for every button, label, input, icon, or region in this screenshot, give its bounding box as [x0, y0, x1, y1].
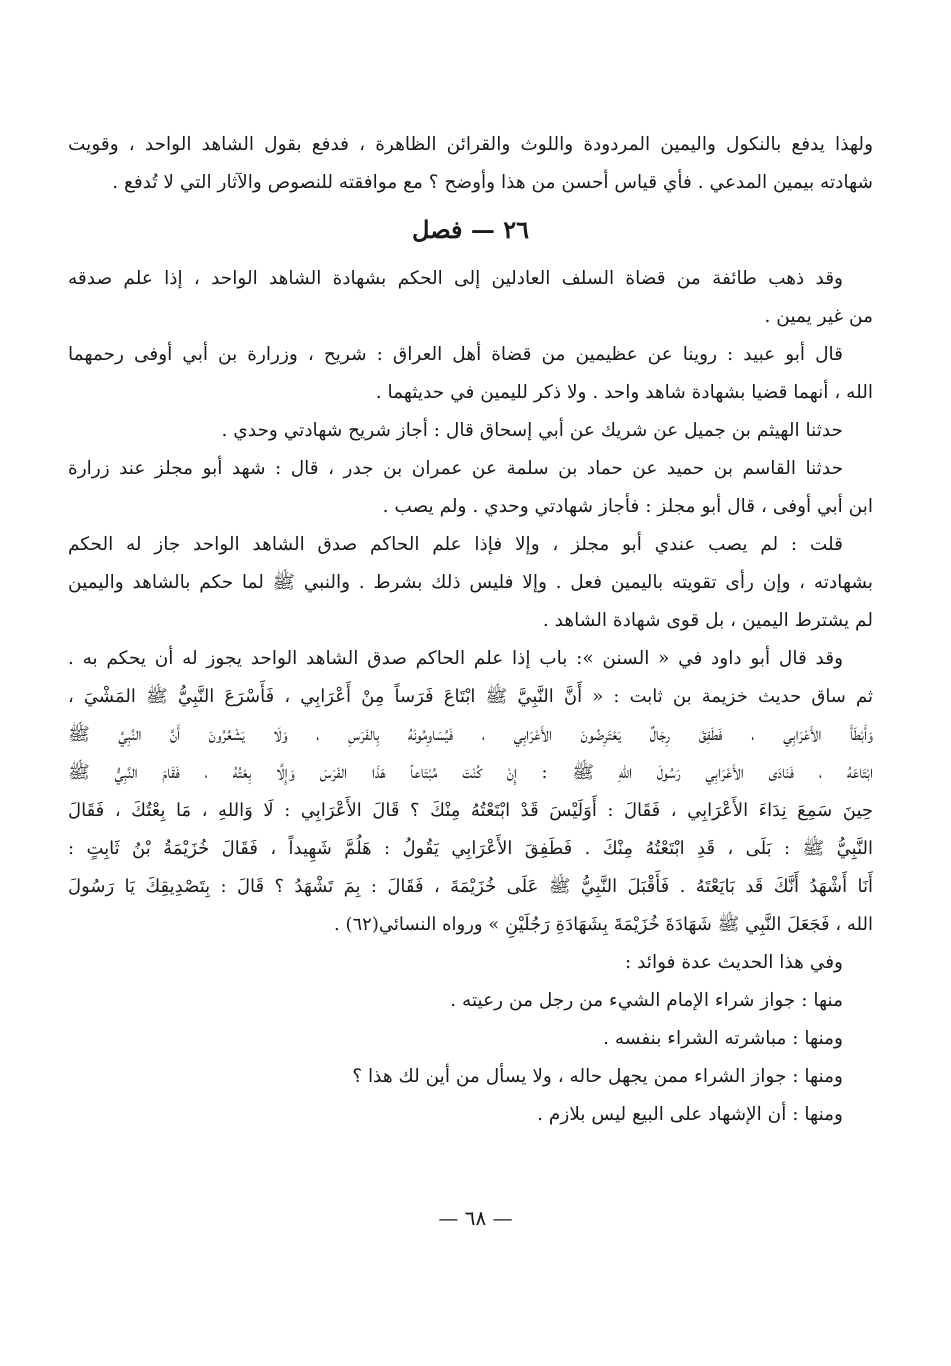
paragraph-line: وفي هذا الحديث عدة فوائد :	[624, 952, 843, 973]
hadith-line: النَّبِيُّ ﷺ : بَلَى ، قَدِ ابْتَعْتُهُ مِنْكَ . فَطَفِقَ الأَعْرَابِي يَقُولُ : هَلُمَّ شَهِيداً ، فَقَالَ خُزَيْمَةُ بْنُ ثَابِتٍ :	[68, 838, 873, 859]
hadith-line: الله ، فَجَعَلَ النَّبِي ﷺ شَهَادَةَ خُزَيْمَةَ بِشَهَادَةِ رَجُلَيْنِ » ورواه النسائي(٦٢) .	[334, 914, 873, 935]
paragraph-line: حدثنا الهيثم بن جميل عن شريك عن أبي إسحاق قال : أجاز شريح شهادتي وحدي .	[221, 420, 843, 441]
paragraph-line: بشهادته ، وإن رأى تقويته باليمين فعل . وإلا فليس ذلك بشرط . والنبي ﷺ لما حكم بالشاهد واليمين	[68, 572, 873, 593]
hadith-line: ثم ساق حديث خزيمة بن ثابت : « أَنَّ النَّبِيَّ ﷺ ابْتَاعَ فَرَساً مِنْ أَعْرَابِي ، فَأَسْرَعَ النَّبِيُّ ﷺ المَشْيَ ،	[68, 686, 873, 707]
paragraph-line: ابن أبي أوفى ، قال أبو مجلز : فأجاز شهادتي وحدي . ولم يصب .	[382, 496, 873, 517]
hadith-line: ابْتَاعَهُ ، فَنَادَى الأَعْرَابِي رَسُولَ اللهِ ﷺ : إِنْ كُنْتَ مُبْتَاعاً هَذَا الفَرَسَ وَإِلَّا بِعْتُهُ ، فَقَامَ النَّبِيُّ ﷺ	[68, 762, 873, 783]
paragraph-line: لم يشترط اليمين ، بل قوى شهادة الشاهد .	[542, 610, 873, 631]
list-item: ومنها : جواز الشراء ممن يجهل حاله ، ولا يسأل من أين لك هذا ؟	[352, 1066, 843, 1087]
page-number: — ٦٨ —	[438, 1206, 513, 1230]
paragraph-line: قال أبو عبيد : روينا عن عظيمين من قضاة أهل العراق : شريح ، وزرارة بن أبي أوفى رحمهما	[68, 344, 843, 365]
paragraph-line: الله ، أنهما قضيا بشهادة شاهد واحد . ولا ذكر لليمين في حديثهما .	[375, 382, 873, 403]
paragraph-line: وقد ذهب طائفة من قضاة السلف العادلين إلى الحكم بشهادة الشاهد الواحد ، إذا علم صدقه	[68, 268, 843, 289]
hadith-line: أَنَا أَشْهَدُ أَنَّكَ قَد بَايَعْتَهُ . فَأَقْبَلَ النَّبِيُّ ﷺ عَلَى خُزَيْمَةَ ، فَقَالَ : بِمَ تَشْهَدُ ؟ قَالَ : بِتَصْدِيقِكَ يَا رَسُولَ	[68, 876, 873, 897]
paragraph-line: ولهذا يدفع بالنكول واليمين المردودة واللوث والقرائن الظاهرة ، فدفع بقول الشاهد الواحد ، وقويت	[68, 134, 873, 155]
paragraph-line: شهادته بيمين المدعي . فأي قياس أحسن من هذا وأوضح ؟ مع موافقته للنصوص والآثار التي لا تُدفع .	[112, 172, 873, 193]
hadith-line: حِينَ سَمِعَ نِدَاءَ الأَعْرَابِي ، فَقَالَ : أَوَلَيْسَ قَدْ ابْتَعْتُهُ مِنْكَ ؟ قَالَ الأَعْرَابِي : لَا وَاللهِ ، مَا بِعْتُكَ ، فَقَالَ	[68, 800, 873, 821]
paragraph-line: قلت : لم يصب عندي أبو مجلز ، وإلا فإذا علم الحاكم صدق الشاهد الواحد جاز له الحكم	[68, 534, 843, 555]
list-item: ومنها : مباشرته الشراء بنفسه .	[603, 1028, 843, 1049]
list-item: منها : جواز شراء الإمام الشيء من رجل من رعيته .	[450, 990, 843, 1011]
paragraph-line: حدثنا القاسم بن حميد عن حماد بن سلمة عن عمران بن جدر ، قال : شهد أبو مجلز عند زرارة	[68, 458, 843, 479]
paragraph-line: من غير يمين .	[764, 306, 873, 327]
hadith-line: وَأَبْطَأَ الأَعْرَابِي ، فَطَفِقَ رِجَالٌ يَعْتَرِضُونَ الأَعْرَابِي ، فَيُسَاوِمُونَهُ بِالفَرَسِ ، وَلَا يَشْعُرُونَ أَنَّ النَّبِيَّ ﷺ	[68, 724, 873, 745]
paragraph-line: وقد قال أبو داود في « السنن »: باب إذا علم الحاكم صدق الشاهد الواحد يجوز له أن يحكم به .	[68, 648, 843, 669]
section-heading: ٢٦ — فصل	[412, 215, 529, 244]
list-item: ومنها : أن الإشهاد على البيع ليس بلازم .	[537, 1104, 843, 1125]
